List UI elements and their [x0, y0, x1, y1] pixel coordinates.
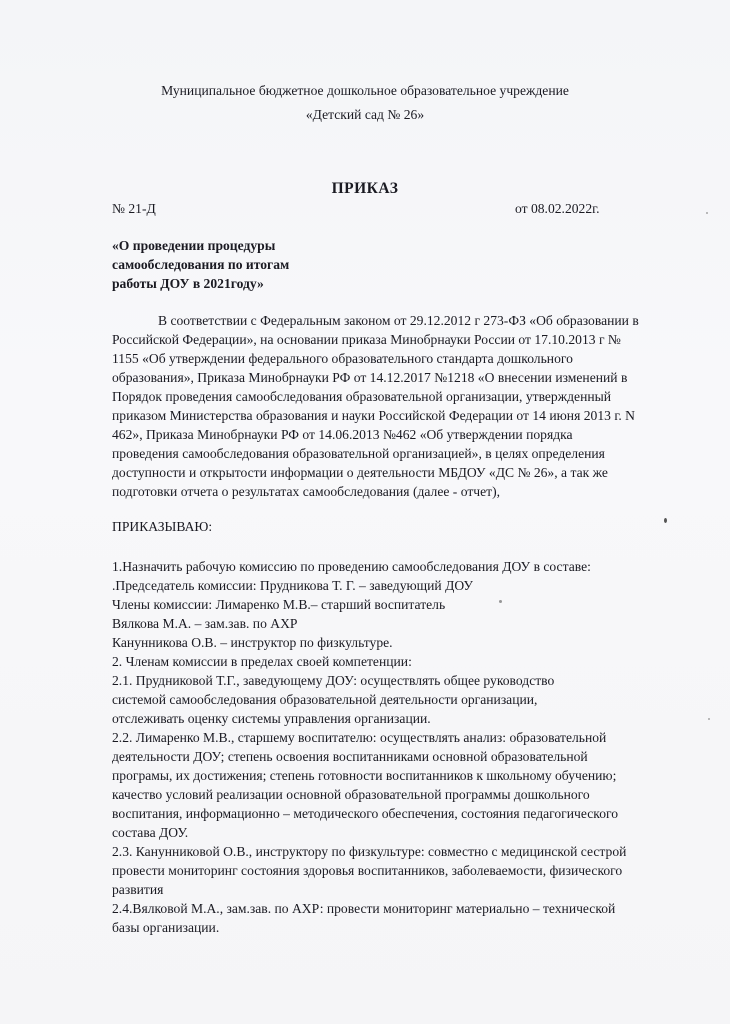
order-item-line: 2. Членам комиссии в пределах своей компетенции:: [112, 654, 412, 669]
subject-line: самообследования по итогам: [112, 257, 290, 272]
order-item-line: .Председатель комиссии: Прудникова Т. Г. – заведующий ДОУ: [112, 578, 474, 593]
subject-line: работы ДОУ в 2021году»: [112, 276, 264, 291]
preamble-line: Российской Федерации», на основании приказа Минобрнауки России от 17.10.2013 г №: [112, 332, 621, 347]
org-name-line-1: Муниципальное бюджетное дошкольное образовательное учреждение: [161, 83, 569, 98]
preamble-line: В соответствии с Федеральным законом от 29.12.2012 г 273-ФЗ «Об образовании в: [158, 313, 639, 328]
document-title: ПРИКАЗ: [331, 180, 399, 197]
preamble-line: доступности и открытости информации о деятельности МБДОУ «ДС № 26», а так же: [112, 465, 608, 480]
scan-speck: [706, 212, 708, 214]
scan-speck: [664, 518, 667, 523]
order-date: от 08.02.2022г.: [515, 201, 600, 216]
order-number: № 21-Д: [112, 201, 156, 216]
order-item-line: 2.1. Прудниковой Т.Г., заведующему ДОУ: осуществлять общее руководство: [112, 673, 555, 688]
order-item-line: системой самообследования образовательной деятельности организации,: [112, 692, 538, 707]
order-item-line: 2.3. Канунниковой О.В., инструктору по физкультуре: совместно с медицинской сестрой: [112, 844, 627, 859]
preamble-line: подготовки отчета о результатах самообследования (далее - отчет),: [112, 484, 501, 499]
preamble-line: Порядок проведения самообследования образовательной организации, утвержденный: [112, 389, 612, 404]
order-item-line: 2.4.Вялковой М.А., зам.зав. по АХР: провести мониторинг материально – технической: [112, 901, 616, 916]
scan-speck: [708, 718, 710, 720]
order-item-line: базы организации.: [112, 920, 220, 935]
preamble-line: 1155 «Об утверждении федерального образовательного стандарта дошкольного: [112, 351, 573, 366]
order-item-line: состава ДОУ.: [112, 825, 189, 840]
preamble-line: приказом Министерства образования и науки Российской Федерации от 14 июня 2013 г. N: [112, 408, 635, 423]
order-item-line: качество условий реализации основной образовательной программы дошкольного: [112, 787, 590, 802]
order-item-line: 1.Назначить рабочую комиссию по проведению самообследования ДОУ в составе:: [112, 559, 591, 574]
order-item-line: Члены комиссии: Лимаренко М.В.– старший воспитатель: [112, 597, 446, 612]
preamble-line: 462», Приказа Минобрнауки РФ от 14.06.2013 №462 «Об утверждении порядка: [112, 427, 573, 442]
order-item-line: развития: [112, 882, 164, 897]
org-name-line-2: «Детский сад № 26»: [305, 107, 425, 122]
order-item-line: деятельности ДОУ; степень освоения воспитанниками основной образовательной: [112, 749, 588, 764]
preamble-line: проведения самообследования образовательной организацией», в целях определения: [112, 446, 605, 461]
subject-line: «О проведении процедуры: [112, 238, 276, 253]
order-item-line: отслеживать оценку системы управления организации.: [112, 711, 431, 726]
order-item-line: Вялкова М.А. – зам.зав. по АХР: [112, 616, 298, 631]
order-word: ПРИКАЗЫВАЮ:: [112, 519, 213, 534]
order-item-line: воспитания, информационно – методического обеспечения, состояния педагогического: [112, 806, 619, 821]
order-item-line: 2.2. Лимаренко М.В., старшему воспитателю: осуществлять анализ: образовательной: [112, 730, 607, 745]
order-item-line: провести мониторинг состояния здоровья воспитанников, заболеваемости, физического: [112, 863, 623, 878]
order-item-line: програмы, их достижения; степень готовности воспитанников к школьному обучению;: [112, 768, 617, 783]
preamble-line: образования», Приказа Минобрнауки РФ от 14.12.2017 №1218 «О внесении изменений в: [112, 370, 628, 385]
order-item-line: Канунникова О.В. – инструктор по физкультуре.: [112, 635, 393, 650]
scan-speck: [499, 600, 502, 603]
